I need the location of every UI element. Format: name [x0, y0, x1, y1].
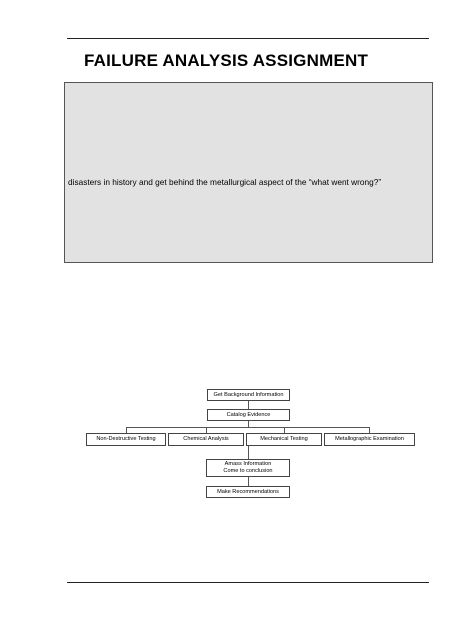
connector-branch-drop-4: [369, 427, 370, 433]
flow-test-mechanical-label: Mechanical Testing: [260, 436, 308, 442]
flow-test-chemical-label: Chemical Analysis: [183, 436, 229, 442]
flow-test-metallographic-label: Metallographic Examination: [335, 436, 404, 442]
flow-step-catalog-label: Catalog Evidence: [226, 411, 271, 418]
flow-step-amass: [206, 459, 290, 477]
flow-test-chemical: [168, 433, 244, 446]
flow-step-amass-line2: Come to conclusion: [223, 468, 273, 474]
flow-test-metallographic: [324, 433, 415, 446]
top-rule: [67, 38, 429, 39]
bottom-rule: [67, 582, 429, 583]
flow-test-non-destructive-label: Non-Destructive Testing: [96, 436, 156, 442]
connector-amass-to-recommend: [248, 477, 249, 486]
connector-branch-drop-2: [206, 427, 207, 433]
flow-step-recommend-label: Make Recommendations: [217, 488, 279, 495]
flow-step-catalog: [207, 409, 290, 421]
flow-test-mechanical: [246, 433, 322, 446]
connector-branch-drop-3: [284, 427, 285, 433]
connector-branch-drop-1: [126, 427, 127, 433]
connector-tests-to-amass: [248, 446, 249, 459]
intro-text-box: [64, 82, 433, 263]
connector-catalog-to-branch: [248, 421, 249, 427]
connector-branch-horizontal: [126, 427, 370, 428]
page-title: FAILURE ANALYSIS ASSIGNMENT: [84, 51, 369, 70]
flow-step-recommend: [206, 486, 290, 498]
flow-test-non-destructive: [86, 433, 166, 446]
connector-background-to-catalog: [248, 401, 249, 409]
flow-step-amass-line1: Amass Information: [224, 461, 272, 468]
flow-step-background: [207, 389, 290, 401]
flow-step-background-label: Get Background Information: [213, 391, 284, 398]
intro-text: disasters in history and get behind the metallurgical aspect of the “what went wrong?”: [68, 177, 382, 187]
